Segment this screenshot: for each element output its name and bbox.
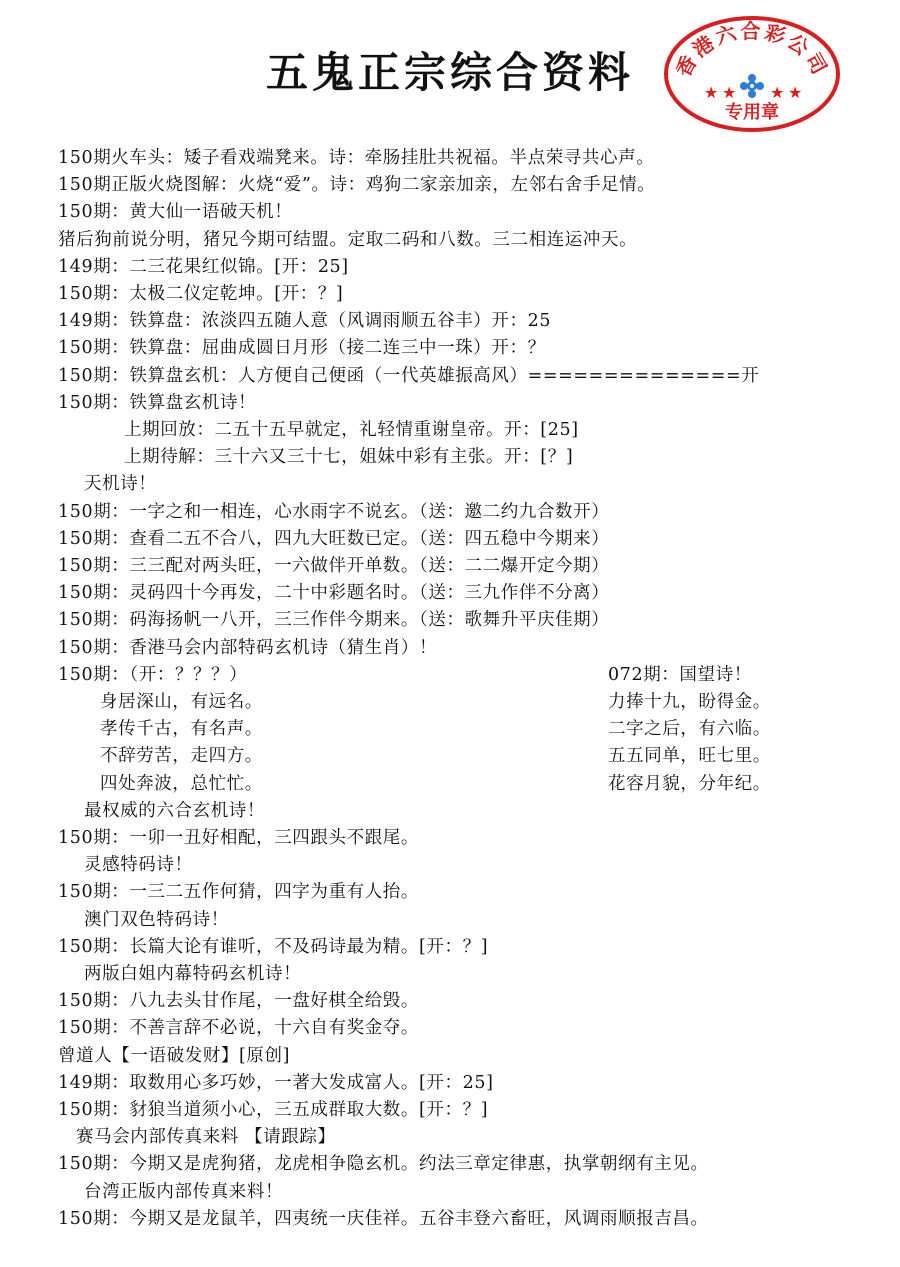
section-heading: 最权威的六合玄机诗！ — [84, 801, 265, 821]
text-line: 猪后狗前说分明，猪兄今期可结盟。定取二码和八数。三二相连运冲天。 — [58, 230, 638, 250]
text-line: 150期：铁算盘玄机诗！ — [58, 393, 257, 413]
section-heading: 台湾正版内部传真来料！ — [84, 1182, 284, 1202]
text-line: 150期：铁算盘玄机：人方便自己便函（一代英雄振高风）==============开 — [58, 366, 760, 386]
svg-text:★: ★ — [704, 83, 719, 102]
section-heading: 两版白姐内幕特码玄机诗！ — [84, 964, 302, 984]
side-poem-line: 花容月貌，分年纪。 — [608, 774, 771, 794]
text-line: 150期：八九去头甘作尾，一盘好棋全给毁。 — [58, 991, 420, 1011]
text-line: 曾道人【一语破发财】[原创] — [58, 1046, 291, 1066]
text-line: 150期：码海扬帆一八开，三三作伴今期来。（送：歌舞升平庆佳期） — [58, 610, 610, 630]
text-line: 150期：今期又是虎狗猪，龙虎相争隐玄机。约法三章定律惠，执掌朝纲有主见。 — [58, 1154, 709, 1174]
section-heading: 澳门双色特码诗！ — [84, 910, 229, 930]
section-heading: 天机诗！ — [84, 474, 157, 494]
text-line: 150期：香港马会内部特码玄机诗（猜生肖）！ — [58, 638, 438, 658]
text-line: 150期：黄大仙一语破天机！ — [58, 202, 293, 222]
seal-arc-text: 香港六合彩公司 — [671, 19, 833, 81]
text-line: 150期：一字之和一相连，心水雨字不说玄。（送：邀二约九合数开） — [58, 502, 610, 522]
text-line: 150期：铁算盘：屈曲成圆日月形（接二连三中一珠）开：？ — [58, 338, 546, 358]
poem-line: 四处奔波，总忙忙。 — [100, 774, 263, 794]
svg-text:★: ★ — [770, 83, 785, 102]
text-line: 150期：太极二仪定乾坤。[开：？] — [58, 284, 344, 304]
text-line: 150期：长篇大论有谁听，不及码诗最为精。[开：？] — [58, 937, 489, 957]
poem-line: 孝传千古，有名声。 — [100, 719, 263, 739]
text-line: 149期：二三花果红似锦。[开：25] — [58, 257, 349, 277]
text-line: 150期火车头：矮子看戏端凳来。诗：牵肠挂肚共祝福。半点荣寻共心声。 — [58, 148, 655, 168]
text-line: 上期回放：二五十五早就定，礼轻情重谢皇帝。开：[25] — [124, 420, 579, 440]
text-line: 150期：查看二五不合八，四九大旺数已定。（送：四五稳中今期来） — [58, 529, 610, 549]
text-line: 上期待解：三十六又三十七，姐妹中彩有主张。开：[？] — [124, 447, 574, 467]
poem-line: 身居深山，有远名。 — [100, 692, 263, 712]
section-heading: 灵感特码诗！ — [84, 855, 193, 875]
text-line: 149期：铁算盘：浓淡四五随人意（风调雨顺五谷丰）开：25 — [58, 311, 552, 331]
poem-line: 不辞劳苦，走四方。 — [100, 746, 263, 766]
section-heading: 赛马会内部传真来料 【请跟踪】 — [76, 1127, 336, 1147]
side-poem-line: 五五同单，旺七里。 — [608, 746, 771, 766]
page-title: 五鬼正宗综合资料 — [265, 48, 634, 97]
text-line: 150期：一卯一丑好相配，三四跟头不跟尾。 — [58, 828, 420, 848]
text-line: 150期：一三二五作何猜，四字为重有人抬。 — [58, 882, 420, 902]
text-line: 149期：取数用心多巧妙，一著大发成富人。[开：25] — [58, 1073, 494, 1093]
side-poem-line: 二字之后，有六临。 — [608, 719, 771, 739]
svg-text:★: ★ — [788, 83, 803, 102]
text-line: 150期：今期又是龙鼠羊，四夷统一庆佳祥。五谷丰登六畜旺，风调雨顺报吉昌。 — [58, 1209, 709, 1229]
text-line: 150期：灵码四十今再发，二十中彩题名时。（送：三九作伴不分离） — [58, 583, 610, 603]
text-line: 150期：不善言辞不必说，十六自有奖金夺。 — [58, 1018, 420, 1038]
side-poem-line: 力捧十九，盼得金。 — [608, 692, 771, 712]
text-line: 150期：豺狼当道须小心，三五成群取大数。[开：？] — [58, 1100, 489, 1120]
svg-text:★: ★ — [722, 83, 737, 102]
text-line: 150期正版火烧图解：火烧“爱”。诗：鸡狗二家亲加亲，左邻右舍手足情。 — [58, 175, 656, 195]
text-line: 150期：三三配对两头旺，一六做伴开单数。（送：二二爆开定今期） — [58, 556, 610, 576]
text-line: 150期：（开：？？？） — [58, 665, 248, 685]
side-poem-heading: 072期：国望诗！ — [608, 665, 752, 685]
seal-label: 专用章 — [725, 102, 779, 123]
